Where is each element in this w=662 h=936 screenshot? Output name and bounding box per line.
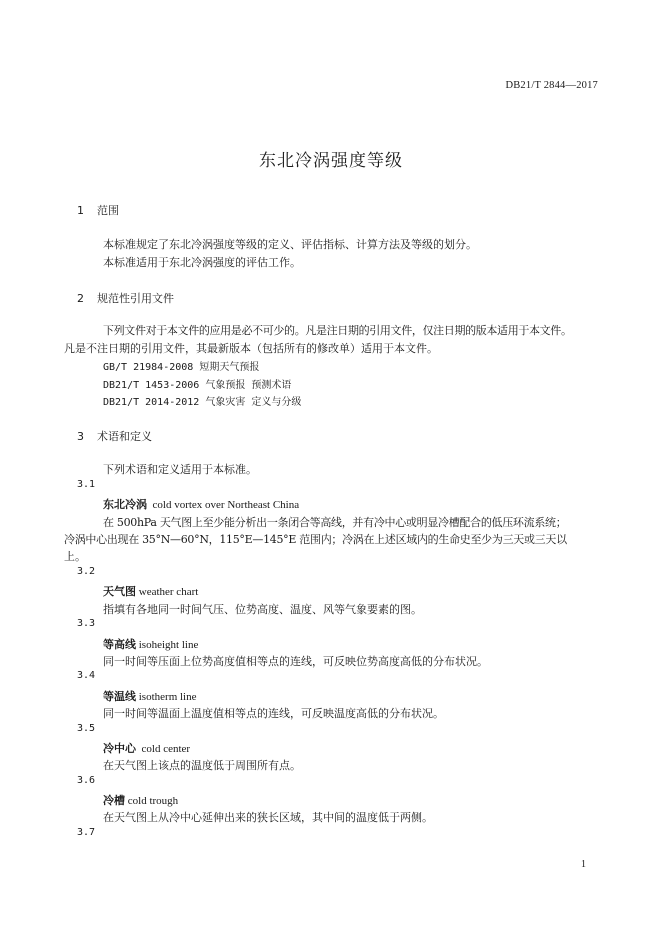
reference-item: DB21/T 2014-2012 气象灾害 定义与分级 <box>103 397 302 408</box>
reference-item: DB21/T 1453-2006 气象预报 预测术语 <box>103 380 292 391</box>
term-definition-continuation: 冷涡中心出现在 35°N—60°N，115°E—145°E 范围内；冷涡在上述区域内的生命史至少为三天或三天以 <box>64 533 567 546</box>
term-chinese: 等高线 <box>103 638 136 651</box>
paragraph: 下列文件对于本文件的应用是必不可少的。凡是注日期的引用文件，仅注日期的版本适用于本文件。 <box>103 324 572 337</box>
section-title: 术语和定义 <box>97 430 152 443</box>
term-english: isoheight line <box>136 639 199 651</box>
clause-number: 3.2 <box>77 566 96 577</box>
paragraph: 本标准适用于东北冷涡强度的评估工作。 <box>103 256 301 269</box>
clause-number: 3.4 <box>77 670 96 681</box>
term-chinese: 东北冷涡 <box>103 498 147 511</box>
term-definition: 指填有各地同一时间气压、位势高度、温度、风等气象要素的图。 <box>103 603 422 616</box>
section-1-heading <box>77 202 119 218</box>
document-code-header: DB21/T 2844—2017 <box>505 80 598 91</box>
reference-item: GB/T 21984-2008 短期天气预报 <box>103 362 260 373</box>
clause-number: 3.6 <box>77 775 96 786</box>
term-chinese: 冷中心 <box>103 742 136 755</box>
paragraph-continuation: 凡是不注日期的引用文件，其最新版本（包括所有的修改单）适用于本文件。 <box>64 342 438 355</box>
section-title: 规范性引用文件 <box>97 292 174 305</box>
term-entry <box>103 688 197 704</box>
term-entry <box>103 583 198 599</box>
term-definition: 同一时间等压面上位势高度值相等点的连线，可反映位势高度高低的分布状况。 <box>103 655 488 668</box>
section-number: 3 <box>77 430 84 443</box>
term-english: cold vortex over Northeast China <box>147 499 300 511</box>
term-chinese: 等温线 <box>103 690 136 703</box>
paragraph: 下列术语和定义适用于本标准。 <box>103 463 257 476</box>
term-entry <box>103 636 198 652</box>
term-definition-continuation: 上。 <box>64 550 86 563</box>
term-definition: 同一时间等温面上温度值相等点的连线，可反映温度高低的分布状况。 <box>103 707 444 720</box>
paragraph: 本标准规定了东北冷涡强度等级的定义、评估指标、计算方法及等级的划分。 <box>103 238 477 251</box>
section-title: 范围 <box>97 204 119 217</box>
page-number: 1 <box>581 859 586 870</box>
document-title: 东北冷涡强度等级 <box>259 151 403 171</box>
term-entry <box>103 792 178 808</box>
clause-number: 3.7 <box>77 827 96 838</box>
clause-number: 3.1 <box>77 479 96 490</box>
term-chinese: 天气图 <box>103 585 136 598</box>
term-definition: 在 500hPa 天气图上至少能分析出一条闭合等高线，并有冷中心或明显冷槽配合的低压环流系统； <box>103 516 567 529</box>
term-entry <box>103 496 299 512</box>
term-english: cold center <box>136 743 191 755</box>
term-entry <box>103 740 190 756</box>
term-english: isotherm line <box>136 691 197 703</box>
clause-number: 3.5 <box>77 723 96 734</box>
term-chinese: 冷槽 <box>103 794 125 807</box>
section-2-heading <box>77 290 174 306</box>
term-definition: 在天气图上该点的温度低于周围所有点。 <box>103 759 301 772</box>
section-number: 2 <box>77 292 84 305</box>
section-number: 1 <box>77 204 84 217</box>
term-definition: 在天气图上从冷中心延伸出来的狭长区域，其中间的温度低于两侧。 <box>103 811 433 824</box>
term-english: cold trough <box>125 795 179 807</box>
term-english: weather chart <box>136 586 199 598</box>
section-3-heading <box>77 428 152 444</box>
clause-number: 3.3 <box>77 618 96 629</box>
